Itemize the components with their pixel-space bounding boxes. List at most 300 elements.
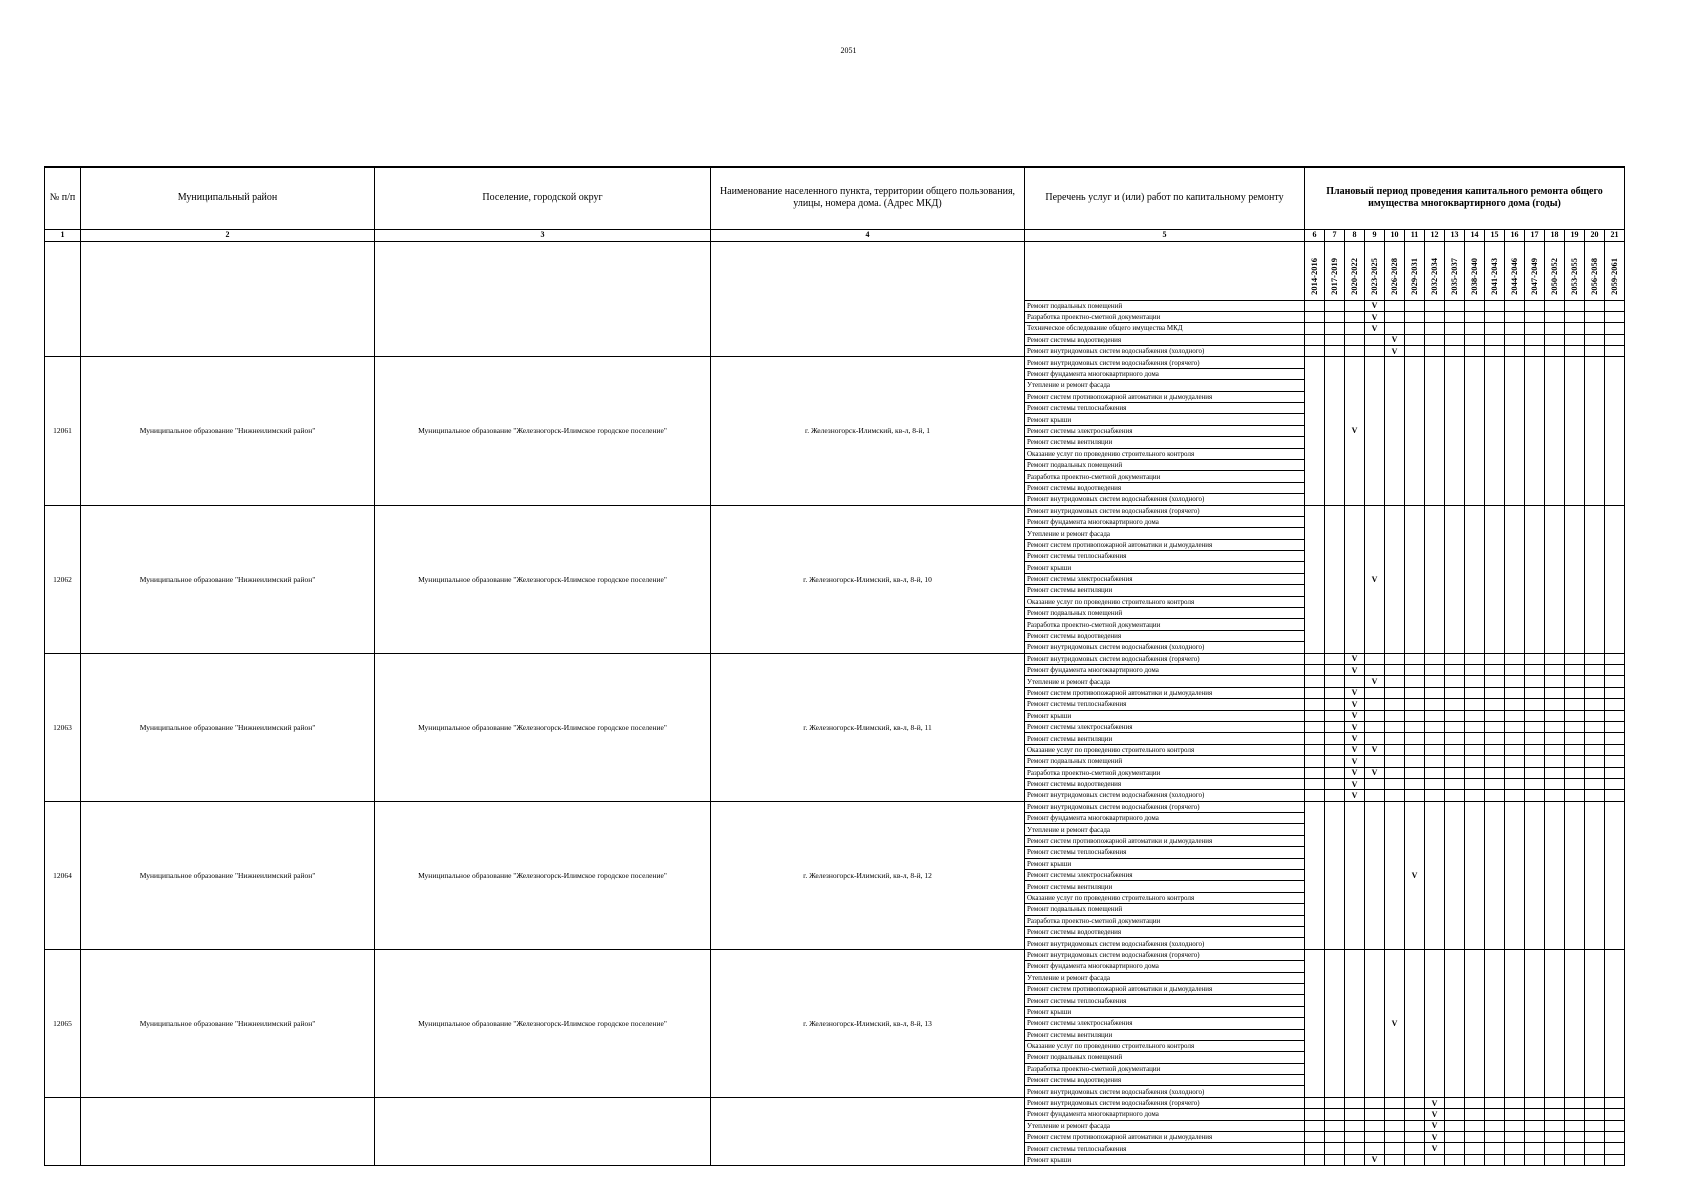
work-item: Ремонт систем противопожарной автоматики и дымоудаления	[1025, 1132, 1305, 1143]
plan-cell	[1565, 949, 1585, 1097]
plan-cell	[1445, 505, 1465, 653]
plan-cell	[1305, 801, 1325, 949]
plan-cell	[1545, 1097, 1565, 1108]
plan-cell	[1545, 1120, 1565, 1131]
plan-cell	[1505, 767, 1525, 778]
plan-cell	[1345, 1109, 1365, 1120]
work-item: Ремонт внутридомовых систем водоснабжения (холодного)	[1025, 494, 1305, 505]
plan-cell	[1505, 744, 1525, 755]
plan-cell	[1485, 311, 1505, 322]
plan-cell	[1525, 721, 1545, 732]
plan-cell	[1445, 778, 1465, 789]
plan-cell	[1525, 1120, 1545, 1131]
plan-cell	[1585, 744, 1605, 755]
plan-cell	[1325, 346, 1345, 357]
plan-cell	[1325, 357, 1345, 505]
plan-cell	[1605, 1143, 1625, 1154]
plan-cell	[1405, 1120, 1425, 1131]
plan-cell	[1445, 949, 1465, 1097]
work-item: Ремонт крыши	[1025, 414, 1305, 425]
house-number: 12062	[45, 505, 81, 653]
column-number: 19	[1565, 229, 1585, 241]
plan-cell	[1505, 311, 1525, 322]
header-num: № п/п	[45, 167, 81, 229]
work-item: Утепление и ремонт фасада	[1025, 676, 1305, 687]
plan-cell	[1585, 505, 1605, 653]
plan-cell	[1605, 721, 1625, 732]
plan-cell	[1425, 767, 1445, 778]
work-item: Ремонт фундамента многоквартирного дома	[1025, 368, 1305, 379]
work-item: Ремонт внутридомовых систем водоснабжения (холодного)	[1025, 790, 1305, 801]
plan-cell	[1525, 1132, 1545, 1143]
plan-cell	[1565, 311, 1585, 322]
work-item: Ремонт внутридомовых систем водоснабжения (холодного)	[1025, 1086, 1305, 1097]
plan-cell	[1485, 733, 1505, 744]
column-number: 9	[1365, 229, 1385, 241]
house-number: 12061	[45, 357, 81, 505]
plan-mark: V	[1345, 744, 1365, 755]
plan-cell	[1445, 699, 1465, 710]
plan-cell	[1525, 710, 1545, 721]
house-settlement: Муниципальное образование "Железногорск-Илимское городское поселение"	[375, 505, 711, 653]
plan-cell	[1465, 665, 1485, 676]
plan-cell	[1585, 1143, 1605, 1154]
plan-cell	[1605, 756, 1625, 767]
plan-cell	[1385, 801, 1405, 949]
plan-cell	[1485, 756, 1505, 767]
plan-cell	[1525, 653, 1545, 664]
plan-cell	[1605, 1154, 1625, 1165]
year-header	[1345, 241, 1365, 300]
plan-cell	[1405, 357, 1425, 505]
plan-cell	[1605, 687, 1625, 698]
plan-mark: V	[1345, 687, 1365, 698]
plan-cell	[1425, 300, 1445, 311]
work-item: Ремонт внутридомовых систем водоснабжения (горячего)	[1025, 1097, 1305, 1108]
plan-cell	[1465, 334, 1485, 345]
header-works: Перечень услуг и (или) работ по капитальному ремонту	[1025, 167, 1305, 229]
plan-cell	[1525, 676, 1545, 687]
plan-cell	[1305, 346, 1325, 357]
plan-cell	[1485, 721, 1505, 732]
work-item: Ремонт подвальных помещений	[1025, 756, 1305, 767]
plan-mark: V	[1385, 334, 1405, 345]
plan-cell	[1385, 357, 1405, 505]
plan-mark: V	[1365, 300, 1385, 311]
plan-cell	[1485, 699, 1505, 710]
work-item: Ремонт системы водоотведения	[1025, 630, 1305, 641]
plan-cell	[1545, 733, 1565, 744]
plan-cell	[1405, 778, 1425, 789]
plan-cell	[1405, 1097, 1425, 1108]
plan-cell	[1525, 1154, 1545, 1165]
plan-cell	[1345, 300, 1365, 311]
plan-cell	[1605, 733, 1625, 744]
house-address: г. Железногорск-Илимский, кв-л, 8-й, 10	[711, 505, 1025, 653]
plan-cell	[1505, 1097, 1525, 1108]
house-settlement: Муниципальное образование "Железногорск-Илимское городское поселение"	[375, 357, 711, 505]
plan-cell	[1305, 1097, 1325, 1108]
plan-cell	[1485, 949, 1505, 1097]
plan-cell	[1505, 801, 1525, 949]
column-number: 16	[1505, 229, 1525, 241]
work-item: Оказание услуг по проведению строительного контроля	[1025, 892, 1305, 903]
plan-cell	[1485, 1109, 1505, 1120]
plan-cell	[1505, 721, 1525, 732]
plan-cell	[1525, 311, 1545, 322]
plan-mark: V	[1345, 710, 1365, 721]
plan-cell	[1425, 505, 1445, 653]
header-period: Плановый период проведения капитального ремонта общего имущества многоквартирного дома (годы)	[1305, 167, 1625, 229]
plan-cell	[1305, 653, 1325, 664]
plan-cell	[1325, 744, 1345, 755]
year-label: 2035-2037	[1449, 257, 1459, 295]
plan-cell	[1525, 1143, 1545, 1154]
plan-cell	[1525, 1109, 1545, 1120]
plan-cell	[1525, 756, 1545, 767]
plan-cell	[1325, 300, 1345, 311]
house-number: 12064	[45, 801, 81, 949]
plan-cell	[1525, 949, 1545, 1097]
column-number: 15	[1485, 229, 1505, 241]
plan-cell	[1605, 505, 1625, 653]
plan-cell	[1425, 733, 1445, 744]
plan-cell	[1485, 744, 1505, 755]
work-item: Ремонт системы вентиляции	[1025, 733, 1305, 744]
year-header	[1545, 241, 1565, 300]
plan-mark: V	[1345, 721, 1365, 732]
plan-cell	[1585, 346, 1605, 357]
plan-cell	[1325, 334, 1345, 345]
plan-cell	[1405, 756, 1425, 767]
plan-cell	[1565, 323, 1585, 334]
plan-cell	[1405, 505, 1425, 653]
plan-cell	[1605, 665, 1625, 676]
year-header	[1405, 241, 1425, 300]
plan-cell	[1425, 756, 1445, 767]
work-item: Ремонт системы водоотведения	[1025, 334, 1305, 345]
work-item: Ремонт фундамента многоквартирного дома	[1025, 813, 1305, 824]
plan-cell	[1465, 699, 1485, 710]
plan-cell	[1425, 687, 1445, 698]
work-item: Ремонт подвальных помещений	[1025, 1052, 1305, 1063]
work-item: Ремонт внутридомовых систем водоснабжения (горячего)	[1025, 949, 1305, 960]
plan-cell	[1485, 778, 1505, 789]
plan-cell	[1305, 721, 1325, 732]
plan-cell	[1365, 778, 1385, 789]
plan-cell	[1505, 790, 1525, 801]
year-spacer	[711, 241, 1025, 357]
plan-cell	[1505, 1120, 1525, 1131]
plan-cell	[1505, 1154, 1525, 1165]
work-item: Ремонт системы водоотведения	[1025, 926, 1305, 937]
plan-cell	[1485, 346, 1505, 357]
plan-cell	[1305, 699, 1325, 710]
plan-cell	[1385, 744, 1405, 755]
plan-cell	[1565, 665, 1585, 676]
plan-cell	[1525, 744, 1545, 755]
plan-cell	[1405, 323, 1425, 334]
plan-cell	[1485, 1097, 1505, 1108]
year-header	[1365, 241, 1385, 300]
plan-cell	[1305, 778, 1325, 789]
plan-cell	[1545, 653, 1565, 664]
year-header	[1605, 241, 1625, 300]
plan-cell	[1525, 687, 1545, 698]
continued-cell	[375, 1097, 711, 1165]
plan-cell	[1445, 801, 1465, 949]
house-district: Муниципальное образование "Нижнеилимский район"	[81, 505, 375, 653]
plan-cell	[1325, 949, 1345, 1097]
plan-mark: V	[1425, 1143, 1445, 1154]
plan-cell	[1365, 334, 1385, 345]
year-header	[1325, 241, 1345, 300]
plan-cell	[1525, 346, 1545, 357]
plan-cell	[1505, 665, 1525, 676]
work-item: Ремонт системы теплоснабжения	[1025, 551, 1305, 562]
plan-cell	[1325, 676, 1345, 687]
year-header	[1565, 241, 1585, 300]
plan-cell	[1585, 790, 1605, 801]
plan-cell	[1465, 346, 1485, 357]
plan-cell	[1525, 801, 1545, 949]
plan-cell	[1585, 653, 1605, 664]
plan-cell	[1465, 1143, 1485, 1154]
plan-mark: V	[1425, 1097, 1445, 1108]
plan-cell	[1525, 334, 1545, 345]
plan-cell	[1505, 778, 1525, 789]
work-item: Ремонт подвальных помещений	[1025, 300, 1305, 311]
year-header	[1425, 241, 1445, 300]
plan-cell	[1385, 767, 1405, 778]
plan-cell	[1305, 710, 1325, 721]
plan-cell	[1465, 744, 1485, 755]
plan-cell	[1305, 311, 1325, 322]
plan-cell	[1325, 1132, 1345, 1143]
work-item: Ремонт систем противопожарной автоматики и дымоудаления	[1025, 391, 1305, 402]
plan-cell	[1565, 653, 1585, 664]
plan-cell	[1505, 323, 1525, 334]
plan-mark: V	[1405, 801, 1425, 949]
work-item: Ремонт системы теплоснабжения	[1025, 403, 1305, 414]
plan-cell	[1565, 357, 1585, 505]
work-item: Ремонт системы водоотведения	[1025, 778, 1305, 789]
plan-cell	[1465, 790, 1485, 801]
plan-cell	[1445, 790, 1465, 801]
plan-mark: V	[1425, 1120, 1445, 1131]
plan-mark: V	[1345, 665, 1365, 676]
plan-cell	[1405, 665, 1425, 676]
plan-cell	[1345, 346, 1365, 357]
plan-cell	[1385, 676, 1405, 687]
header-settlement: Поселение, городской округ	[375, 167, 711, 229]
plan-cell	[1585, 949, 1605, 1097]
column-number: 11	[1405, 229, 1425, 241]
work-item: Ремонт крыши	[1025, 858, 1305, 869]
plan-cell	[1425, 949, 1445, 1097]
plan-cell	[1485, 505, 1505, 653]
work-item: Ремонт систем противопожарной автоматики и дымоудаления	[1025, 687, 1305, 698]
plan-cell	[1465, 323, 1485, 334]
year-label: 2050-2052	[1549, 257, 1559, 295]
work-item: Ремонт крыши	[1025, 562, 1305, 573]
plan-cell	[1345, 334, 1365, 345]
plan-cell	[1485, 665, 1505, 676]
plan-cell	[1465, 653, 1485, 664]
plan-cell	[1385, 1143, 1405, 1154]
page-number: 2051	[840, 46, 857, 55]
plan-cell	[1545, 687, 1565, 698]
work-item: Ремонт системы электроснабжения	[1025, 425, 1305, 436]
plan-cell	[1305, 357, 1325, 505]
plan-cell	[1325, 665, 1345, 676]
plan-cell	[1465, 1109, 1485, 1120]
column-number: 21	[1605, 229, 1625, 241]
plan-cell	[1565, 346, 1585, 357]
plan-cell	[1405, 949, 1425, 1097]
work-item: Ремонт крыши	[1025, 1006, 1305, 1017]
work-item: Ремонт фундамента многоквартирного дома	[1025, 1109, 1305, 1120]
plan-cell	[1345, 1120, 1365, 1131]
plan-cell	[1405, 300, 1425, 311]
column-number: 13	[1445, 229, 1465, 241]
plan-cell	[1445, 744, 1465, 755]
plan-cell	[1445, 1132, 1465, 1143]
house-district: Муниципальное образование "Нижнеилимский район"	[81, 653, 375, 801]
column-number: 14	[1465, 229, 1485, 241]
work-item: Утепление и ремонт фасада	[1025, 824, 1305, 835]
plan-cell	[1385, 733, 1405, 744]
work-item: Ремонт фундамента многоквартирного дома	[1025, 961, 1305, 972]
plan-cell	[1585, 756, 1605, 767]
plan-cell	[1325, 1120, 1345, 1131]
plan-cell	[1325, 687, 1345, 698]
work-item: Ремонт внутридомовых систем водоснабжения (горячего)	[1025, 357, 1305, 368]
plan-cell	[1545, 949, 1565, 1097]
plan-cell	[1445, 1154, 1465, 1165]
plan-cell	[1365, 665, 1385, 676]
plan-cell	[1365, 1097, 1385, 1108]
work-item: Ремонт подвальных помещений	[1025, 459, 1305, 470]
plan-cell	[1605, 311, 1625, 322]
plan-cell	[1405, 687, 1425, 698]
plan-cell	[1325, 323, 1345, 334]
plan-cell	[1605, 323, 1625, 334]
plan-cell	[1305, 1132, 1325, 1143]
work-item: Ремонт внутридомовых систем водоснабжения (холодного)	[1025, 642, 1305, 653]
plan-cell	[1365, 801, 1385, 949]
plan-cell	[1385, 653, 1405, 664]
plan-cell	[1585, 665, 1605, 676]
plan-cell	[1485, 1154, 1505, 1165]
plan-cell	[1605, 334, 1625, 345]
plan-cell	[1545, 300, 1565, 311]
plan-cell	[1485, 687, 1505, 698]
plan-cell	[1585, 311, 1605, 322]
plan-cell	[1365, 653, 1385, 664]
plan-cell	[1585, 1109, 1605, 1120]
year-label: 2038-2040	[1469, 257, 1479, 295]
plan-cell	[1445, 357, 1465, 505]
work-item: Ремонт внутридомовых систем водоснабжения (горячего)	[1025, 653, 1305, 664]
plan-cell	[1605, 710, 1625, 721]
plan-cell	[1565, 676, 1585, 687]
plan-cell	[1425, 710, 1445, 721]
plan-cell	[1425, 334, 1445, 345]
plan-mark: V	[1365, 311, 1385, 322]
work-item: Ремонт системы теплоснабжения	[1025, 1143, 1305, 1154]
plan-cell	[1425, 323, 1445, 334]
plan-cell	[1325, 790, 1345, 801]
plan-cell	[1545, 323, 1565, 334]
plan-mark: V	[1345, 357, 1365, 505]
plan-cell	[1365, 687, 1385, 698]
house-address: г. Железногорск-Илимский, кв-л, 8-й, 13	[711, 949, 1025, 1097]
work-item: Утепление и ремонт фасада	[1025, 528, 1305, 539]
plan-cell	[1385, 687, 1405, 698]
plan-cell	[1445, 733, 1465, 744]
plan-cell	[1385, 1154, 1405, 1165]
column-number: 12	[1425, 229, 1445, 241]
year-header	[1505, 241, 1525, 300]
plan-cell	[1565, 767, 1585, 778]
work-item: Разработка проектно-сметной документации	[1025, 311, 1305, 322]
work-item: Ремонт системы теплоснабжения	[1025, 699, 1305, 710]
plan-cell	[1525, 1097, 1545, 1108]
house-settlement: Муниципальное образование "Железногорск-Илимское городское поселение"	[375, 653, 711, 801]
work-item: Ремонт системы электроснабжения	[1025, 1018, 1305, 1029]
work-item: Ремонт систем противопожарной автоматики и дымоудаления	[1025, 983, 1305, 994]
plan-mark: V	[1365, 1154, 1385, 1165]
capital-repair-table	[44, 166, 1625, 1166]
house-number: 12063	[45, 653, 81, 801]
plan-cell	[1505, 676, 1525, 687]
year-header	[1385, 241, 1405, 300]
plan-cell	[1485, 1143, 1505, 1154]
plan-cell	[1345, 949, 1365, 1097]
plan-mark: V	[1345, 699, 1365, 710]
plan-cell	[1505, 710, 1525, 721]
house-district: Муниципальное образование "Нижнеилимский район"	[81, 801, 375, 949]
plan-cell	[1325, 733, 1345, 744]
plan-cell	[1525, 300, 1545, 311]
plan-cell	[1385, 721, 1405, 732]
plan-cell	[1505, 733, 1525, 744]
work-item: Ремонт фундамента многоквартирного дома	[1025, 665, 1305, 676]
plan-cell	[1365, 1109, 1385, 1120]
plan-cell	[1485, 1132, 1505, 1143]
work-item: Ремонт системы вентиляции	[1025, 1029, 1305, 1040]
plan-cell	[1325, 778, 1345, 789]
plan-mark: V	[1345, 653, 1365, 664]
plan-cell	[1585, 300, 1605, 311]
plan-cell	[1345, 1097, 1365, 1108]
plan-cell	[1465, 676, 1485, 687]
year-label: 2029-2031	[1409, 257, 1419, 295]
year-label: 2047-2049	[1529, 257, 1539, 295]
plan-cell	[1325, 801, 1345, 949]
plan-cell	[1425, 699, 1445, 710]
work-item: Ремонт внутридомовых систем водоснабжения (холодного)	[1025, 346, 1305, 357]
work-item: Ремонт системы электроснабжения	[1025, 573, 1305, 584]
plan-cell	[1565, 1120, 1585, 1131]
plan-cell	[1405, 710, 1425, 721]
plan-cell	[1385, 1120, 1405, 1131]
plan-cell	[1405, 311, 1425, 322]
plan-cell	[1585, 801, 1605, 949]
plan-cell	[1605, 1120, 1625, 1131]
plan-cell	[1505, 346, 1525, 357]
